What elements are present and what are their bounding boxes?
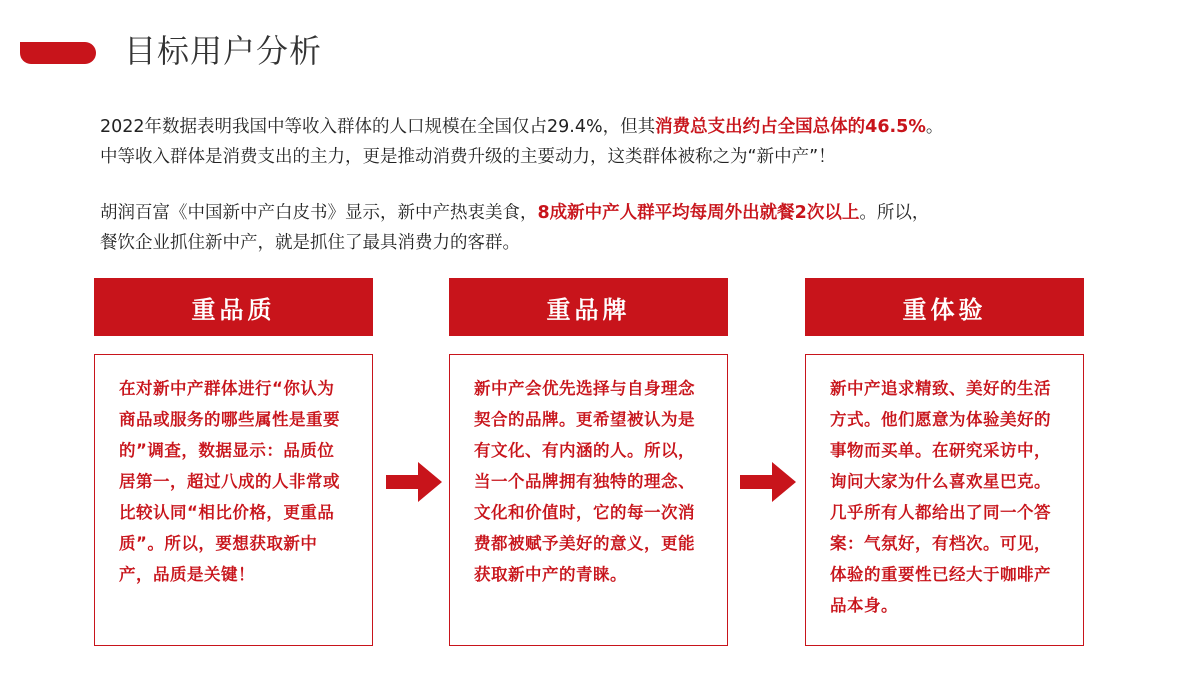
column-box-brand <box>449 354 728 646</box>
column-box-quality <box>94 354 373 646</box>
intro-highlight: 8成新中产人群平均每周外出就餐2次以上 <box>537 203 860 223</box>
page-title: 目标用户分析 <box>124 32 323 70</box>
column-body-brand: 新中产会优先选择与自身理念契合的品牌。更希望被认为是有文化、有内涵的人。所以，当一个品牌拥有独特的理念、文化和价值时，它的每一次消费都被赋予美好的意义，更能获取新中产的青睐。 <box>474 379 695 584</box>
column-heading-brand: 重品牌 <box>449 278 728 336</box>
intro-highlight: 消费总支出约占全国总体的46.5% <box>655 117 926 137</box>
intro-paragraph-2 <box>100 198 1100 258</box>
intro-paragraph-1 <box>100 112 1100 172</box>
right-arrow-icon <box>738 458 798 506</box>
intro-text: 中等收入群体是消费支出的主力，更是推动消费升级的主要动力，这类群体被称之为“新中产”！ <box>100 147 836 167</box>
title-decoration <box>20 42 96 64</box>
column-box-experience <box>805 354 1084 646</box>
intro-text: 餐饮企业抓住新中产，就是抓住了最具消费力的客群。 <box>100 233 520 253</box>
column-heading-quality: 重品质 <box>94 278 373 336</box>
column-body-quality: 在对新中产群体进行“你认为商品或服务的哪些属性是重要的”调查，数据显示：品质位居第一，超过八成的人非常或比较认同“相比价格，更重品质”。所以，要想获取新中产，品质是关键！ <box>119 379 340 584</box>
intro-text: 。 <box>925 117 944 137</box>
intro-text: 胡润百富《中国新中产白皮书》显示，新中产热衷美食， <box>100 203 538 223</box>
intro-text: 。所以， <box>859 203 930 223</box>
intro-text: 2022年数据表明我国中等收入群体的人口规模在全国仅占29.4%，但其 <box>100 117 656 137</box>
column-body-experience: 新中产追求精致、美好的生活方式。他们愿意为体验美好的事物而买单。在研究采访中，询问大家为什么喜欢星巴克。几乎所有人都给出了同一个答案：气氛好，有档次。可见，体验的重要性已经大于咖啡产品本身。 <box>830 379 1051 615</box>
column-heading-experience: 重体验 <box>805 278 1084 336</box>
right-arrow-icon <box>384 458 444 506</box>
